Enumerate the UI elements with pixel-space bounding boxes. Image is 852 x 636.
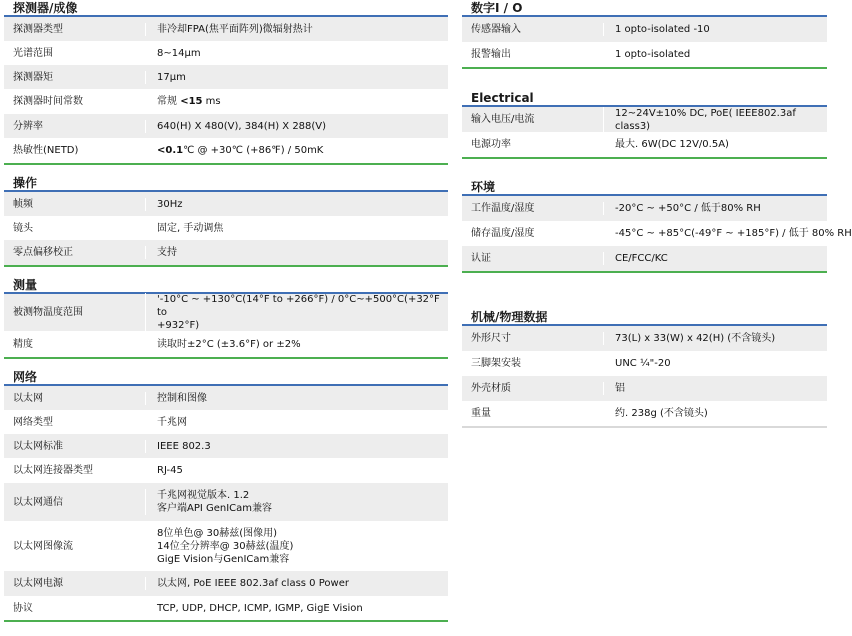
spec-label: 以太网电源	[13, 578, 63, 589]
value-threshold: <0.1	[157, 145, 184, 156]
spec-row	[4, 138, 448, 163]
value-line: '-10°C ~ +130°C(14°F to +266°F) / 0°C~+500°C(+32°F to	[157, 294, 440, 318]
spec-row	[4, 89, 448, 114]
spec-value: 固定, 手动调焦	[145, 222, 448, 235]
section-title-operation: 操作	[4, 176, 448, 192]
spec-value	[145, 489, 448, 515]
section-title-mechanical: 机械/物理数据	[462, 310, 827, 326]
spec-value: 8~14μm	[145, 47, 448, 60]
spec-row	[462, 17, 827, 42]
spec-value	[145, 144, 448, 157]
spec-label: 认证	[471, 253, 491, 264]
spec-label: 以太网标准	[13, 440, 63, 452]
spec-label: 传感器输入	[471, 24, 521, 35]
section-title-detector: 探测器/成像	[4, 1, 448, 17]
spec-row	[4, 331, 448, 357]
spec-label: 镜头	[13, 222, 33, 234]
section-network	[4, 386, 448, 622]
spec-row	[4, 65, 448, 89]
spec-row	[4, 240, 448, 265]
spec-row	[4, 521, 448, 571]
spec-row	[462, 221, 852, 246]
spec-value: TCP, UDP, DHCP, ICMP, IGMP, GigE Vision	[145, 602, 448, 615]
section-digital-io	[462, 17, 827, 69]
value-line: GigE Vision与GenICam兼容	[157, 553, 290, 565]
spec-row	[4, 434, 448, 458]
spec-label: 重量	[471, 408, 491, 419]
spec-value: 最大. 6W(DC 12V/0.5A)	[603, 138, 827, 151]
section-electrical	[462, 107, 827, 159]
spec-label: 被测物温度范围	[13, 307, 83, 318]
spec-row	[4, 386, 448, 410]
spec-label: 工作温度/湿度	[471, 203, 535, 214]
spec-row	[4, 596, 448, 620]
spec-value: CE/FCC/KC	[603, 252, 827, 265]
spec-value: 控制和图像	[145, 392, 448, 405]
spec-row	[4, 17, 448, 41]
spec-column-right	[462, 0, 852, 428]
spec-row	[462, 107, 827, 132]
section-title-electrical: Electrical	[462, 91, 827, 107]
spec-label: 探测器矩	[13, 71, 53, 83]
section-title-environment: 环境	[462, 180, 827, 196]
spec-value: 读取时±2°C (±3.6°F) or ±2%	[145, 338, 448, 351]
spec-label: 电源功率	[471, 139, 511, 150]
section-mechanical	[462, 326, 827, 428]
spec-row	[462, 196, 827, 221]
section-environment	[462, 196, 852, 273]
spec-value: 1 opto-isolated	[603, 48, 827, 61]
spec-value: 30Hz	[145, 198, 448, 211]
spec-label: 外形尺寸	[471, 333, 511, 344]
section-operation	[4, 192, 448, 267]
spec-label: 以太网	[13, 392, 43, 404]
spec-value: 约. 238g (不含镜头)	[603, 407, 827, 420]
spec-row	[4, 571, 448, 596]
section-detector	[4, 17, 448, 165]
spec-label: 外壳材质	[471, 383, 511, 394]
spec-row	[4, 294, 448, 331]
value-line: +932°F)	[157, 320, 200, 331]
section-title-digital-io: 数字I / O	[462, 1, 827, 17]
spec-value: 以太网, PoE IEEE 802.3af class 0 Power	[145, 577, 448, 590]
spec-value	[145, 95, 448, 108]
value-line: 千兆网视觉版本. 1.2	[157, 490, 250, 501]
spec-label: 探测器时间常数	[13, 96, 83, 107]
value-unit: ℃ @ +30℃ (+86℉) / 50mK	[183, 145, 324, 156]
spec-value: 640(H) X 480(V), 384(H) X 288(V)	[145, 120, 448, 133]
spec-value	[145, 527, 448, 566]
value-line: 14位全分辨率@ 30赫兹(温度)	[157, 540, 294, 552]
spec-label: 帧频	[13, 198, 33, 210]
spec-value	[145, 293, 448, 332]
spec-label: 网络类型	[13, 416, 53, 428]
spec-row	[462, 42, 827, 67]
spec-label: 以太网通信	[13, 496, 63, 508]
value-line: 8位单色@ 30赫兹(图像用)	[157, 527, 278, 539]
section-title-network: 网络	[4, 370, 448, 386]
spec-value: 非冷却FPA(焦平面阵列)微辐射热计	[145, 23, 448, 36]
value-line: 客户端API GenICam兼容	[157, 503, 273, 514]
spec-label: 零点偏移校正	[13, 247, 73, 258]
spec-value: -20°C ~ +50°C / 低于80% RH	[603, 202, 827, 215]
spec-label: 报警输出	[471, 49, 511, 60]
spec-row	[462, 246, 827, 271]
spec-label: 光谱范围	[13, 47, 53, 59]
spec-label: 探测器类型	[13, 23, 63, 35]
spec-value: 1 opto-isolated -10	[603, 23, 827, 36]
spec-label: 以太网图像流	[13, 540, 73, 552]
spec-value: UNC ¼"-20	[603, 357, 827, 370]
spec-value: 铝	[603, 382, 827, 395]
section-measurement	[4, 294, 448, 359]
spec-label: 精度	[13, 338, 33, 350]
spec-label: 协议	[13, 602, 33, 614]
spec-row	[462, 401, 827, 426]
spec-row	[4, 483, 448, 521]
spec-row	[4, 114, 448, 138]
spec-row	[462, 132, 827, 157]
spec-row	[462, 376, 827, 401]
spec-value: 73(L) x 33(W) x 42(H) (不含镜头)	[603, 332, 827, 345]
spec-row	[462, 326, 827, 351]
spec-row	[4, 192, 448, 216]
spec-label: 热敏性(NETD)	[13, 145, 79, 156]
spec-row	[4, 458, 448, 483]
spec-label: 输入电压/电流	[471, 114, 535, 125]
spec-value: 千兆网	[145, 416, 448, 429]
spec-label: 三脚架安装	[471, 358, 521, 369]
spec-row	[462, 351, 827, 376]
spec-value: 12~24V±10% DC, PoE( IEEE802.3af class3)	[603, 107, 827, 133]
spec-value: 17μm	[145, 71, 448, 84]
spec-label: 分辨率	[13, 120, 43, 132]
section-title-measurement: 测量	[4, 278, 448, 294]
spec-value: RJ-45	[145, 464, 448, 477]
spec-value: IEEE 802.3	[145, 440, 448, 453]
value-unit: ms	[202, 96, 221, 107]
spec-label: 储存温度/湿度	[471, 228, 535, 239]
value-prefix: 常规	[157, 96, 181, 107]
spec-row	[4, 410, 448, 434]
spec-label: 以太网连接器类型	[13, 465, 93, 476]
spec-row	[4, 216, 448, 240]
spec-column-left	[4, 0, 448, 622]
value-threshold: <15	[180, 96, 203, 107]
spec-value: 支持	[145, 246, 448, 259]
spec-value: -45°C ~ +85°C(-49°F ~ +185°F) / 低于 80% RH	[603, 227, 852, 240]
spec-row	[4, 41, 448, 65]
